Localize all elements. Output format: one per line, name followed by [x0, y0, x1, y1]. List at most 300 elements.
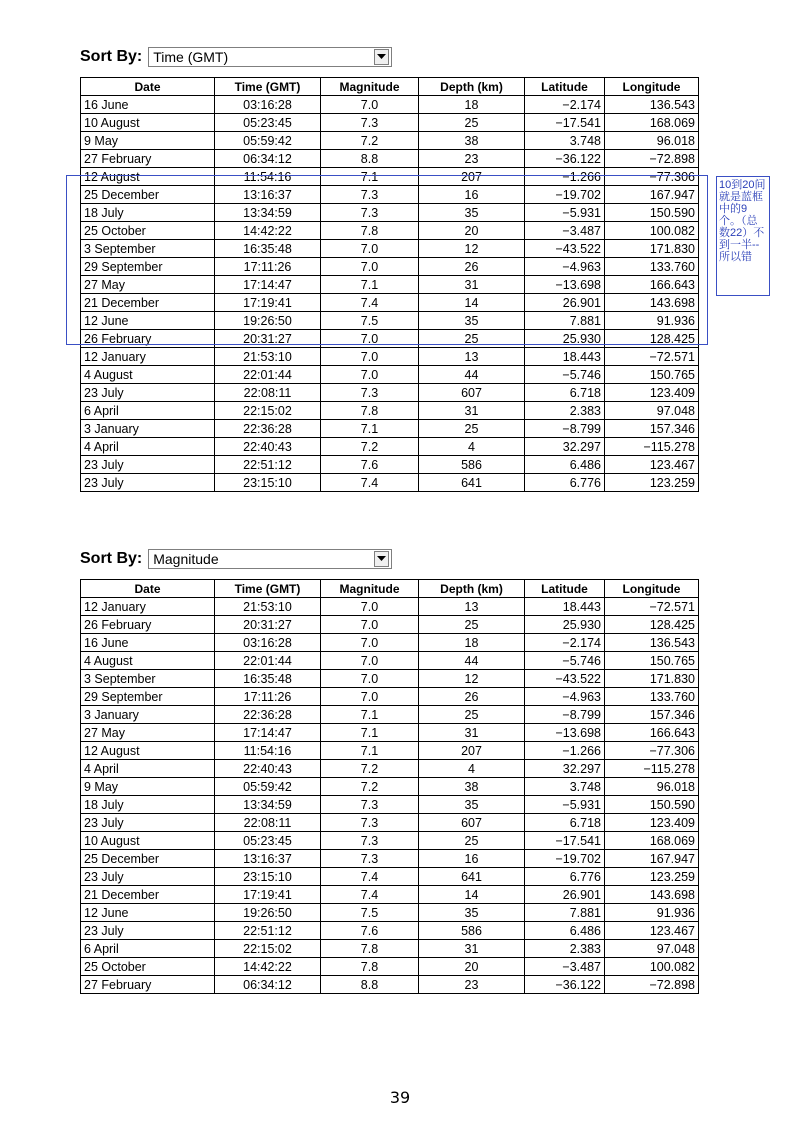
cell-time: 17:19:41	[215, 886, 321, 904]
cell-magnitude: 8.8	[321, 150, 419, 168]
table-row	[81, 940, 699, 958]
cell-date: 16 June	[81, 634, 215, 652]
cell-magnitude: 7.2	[321, 438, 419, 456]
sort-select-time[interactable]	[148, 47, 392, 67]
cell-date: 18 July	[81, 796, 215, 814]
cell-date: 27 May	[81, 724, 215, 742]
highlight-box	[66, 175, 708, 345]
cell-depth: 26	[419, 258, 525, 276]
cell-magnitude: 7.8	[321, 402, 419, 420]
cell-time: 22:01:44	[215, 366, 321, 384]
table-row	[81, 652, 699, 670]
cell-time: 14:42:22	[215, 222, 321, 240]
cell-latitude: −5.931	[525, 796, 605, 814]
cell-magnitude: 7.5	[321, 312, 419, 330]
cell-depth: 44	[419, 366, 525, 384]
cell-time: 22:36:28	[215, 420, 321, 438]
cell-date: 27 February	[81, 976, 215, 994]
cell-magnitude: 7.4	[321, 294, 419, 312]
cell-longitude: −115.278	[605, 760, 699, 778]
cell-date: 23 July	[81, 456, 215, 474]
table-row	[81, 886, 699, 904]
cell-date: 6 April	[81, 402, 215, 420]
cell-depth: 20	[419, 222, 525, 240]
table-row	[81, 616, 699, 634]
cell-depth: 35	[419, 796, 525, 814]
cell-latitude: 2.383	[525, 402, 605, 420]
cell-time: 17:14:47	[215, 276, 321, 294]
table-row	[81, 958, 699, 976]
cell-latitude: −13.698	[525, 724, 605, 742]
cell-latitude: −4.963	[525, 258, 605, 276]
cell-latitude: −5.931	[525, 204, 605, 222]
cell-latitude: 18.443	[525, 598, 605, 616]
cell-latitude: −4.963	[525, 688, 605, 706]
cell-time: 20:31:27	[215, 330, 321, 348]
table-row	[81, 474, 699, 492]
cell-longitude: 123.259	[605, 474, 699, 492]
cell-time: 19:26:50	[215, 904, 321, 922]
cell-date: 9 May	[81, 132, 215, 150]
cell-longitude: 166.643	[605, 276, 699, 294]
header-latitude: Latitude	[525, 78, 605, 96]
cell-longitude: 123.259	[605, 868, 699, 886]
table-row	[81, 706, 699, 724]
cell-latitude: −3.487	[525, 222, 605, 240]
cell-longitude: 157.346	[605, 706, 699, 724]
cell-longitude: 150.590	[605, 204, 699, 222]
cell-longitude: 150.590	[605, 796, 699, 814]
table-row	[81, 760, 699, 778]
dropdown-arrow-icon[interactable]	[374, 551, 389, 567]
table-row	[81, 150, 699, 168]
cell-longitude: −72.571	[605, 348, 699, 366]
cell-depth: 4	[419, 760, 525, 778]
cell-date: 25 October	[81, 222, 215, 240]
sort-select-value: Magnitude	[153, 551, 219, 567]
cell-latitude: 3.748	[525, 132, 605, 150]
cell-magnitude: 7.6	[321, 456, 419, 474]
cell-depth: 25	[419, 832, 525, 850]
cell-time: 13:34:59	[215, 204, 321, 222]
cell-magnitude: 7.2	[321, 132, 419, 150]
cell-latitude: −8.799	[525, 706, 605, 724]
cell-latitude: −5.746	[525, 652, 605, 670]
cell-magnitude: 7.2	[321, 778, 419, 796]
cell-latitude: −17.541	[525, 832, 605, 850]
cell-depth: 25	[419, 616, 525, 634]
cell-depth: 607	[419, 814, 525, 832]
cell-magnitude: 7.0	[321, 670, 419, 688]
cell-magnitude: 7.5	[321, 904, 419, 922]
table-row	[81, 688, 699, 706]
cell-date: 23 July	[81, 474, 215, 492]
cell-time: 22:51:12	[215, 922, 321, 940]
cell-longitude: 123.467	[605, 922, 699, 940]
table-row	[81, 868, 699, 886]
cell-magnitude: 7.3	[321, 832, 419, 850]
cell-time: 13:34:59	[215, 796, 321, 814]
cell-longitude: −72.571	[605, 598, 699, 616]
cell-longitude: 171.830	[605, 240, 699, 258]
cell-magnitude: 7.1	[321, 276, 419, 294]
cell-latitude: 32.297	[525, 438, 605, 456]
cell-magnitude: 7.4	[321, 474, 419, 492]
cell-magnitude: 7.8	[321, 958, 419, 976]
cell-time: 22:15:02	[215, 940, 321, 958]
sort-label: Sort By:	[80, 550, 143, 567]
cell-longitude: 128.425	[605, 616, 699, 634]
cell-latitude: 3.748	[525, 778, 605, 796]
cell-magnitude: 7.3	[321, 850, 419, 868]
cell-time: 19:26:50	[215, 312, 321, 330]
cell-date: 18 July	[81, 204, 215, 222]
cell-longitude: 150.765	[605, 652, 699, 670]
cell-magnitude: 7.1	[321, 724, 419, 742]
table-row	[81, 814, 699, 832]
table-row	[81, 348, 699, 366]
cell-depth: 586	[419, 456, 525, 474]
sort-select-value: Time (GMT)	[153, 49, 229, 65]
cell-latitude: −13.698	[525, 276, 605, 294]
header-longitude: Longitude	[605, 78, 699, 96]
cell-time: 22:40:43	[215, 438, 321, 456]
cell-longitude: 157.346	[605, 420, 699, 438]
cell-depth: 18	[419, 96, 525, 114]
cell-depth: 31	[419, 402, 525, 420]
cell-longitude: 123.467	[605, 456, 699, 474]
cell-longitude: −77.306	[605, 168, 699, 186]
sort-bar-magnitude	[80, 549, 392, 569]
cell-latitude: −36.122	[525, 976, 605, 994]
cell-date: 23 July	[81, 384, 215, 402]
cell-longitude: 167.947	[605, 186, 699, 204]
cell-depth: 23	[419, 976, 525, 994]
table-row	[81, 850, 699, 868]
cell-date: 3 January	[81, 706, 215, 724]
table-row	[81, 384, 699, 402]
table-row	[81, 132, 699, 150]
cell-latitude: 25.930	[525, 330, 605, 348]
cell-latitude: 26.901	[525, 886, 605, 904]
cell-latitude: 6.486	[525, 456, 605, 474]
cell-date: 26 February	[81, 330, 215, 348]
cell-time: 05:23:45	[215, 114, 321, 132]
table-header-row	[81, 78, 699, 96]
cell-latitude: −17.541	[525, 114, 605, 132]
cell-magnitude: 7.0	[321, 258, 419, 276]
table-row	[81, 438, 699, 456]
cell-magnitude: 7.1	[321, 742, 419, 760]
header-time: Time (GMT)	[215, 78, 321, 96]
cell-time: 21:53:10	[215, 598, 321, 616]
table-row	[81, 634, 699, 652]
cell-date: 25 October	[81, 958, 215, 976]
cell-latitude: 7.881	[525, 312, 605, 330]
cell-magnitude: 7.0	[321, 366, 419, 384]
cell-time: 14:42:22	[215, 958, 321, 976]
cell-date: 25 December	[81, 850, 215, 868]
cell-magnitude: 7.0	[321, 240, 419, 258]
cell-depth: 25	[419, 420, 525, 438]
cell-time: 23:15:10	[215, 868, 321, 886]
cell-depth: 25	[419, 114, 525, 132]
cell-latitude: −5.746	[525, 366, 605, 384]
cell-longitude: 97.048	[605, 402, 699, 420]
cell-time: 03:16:28	[215, 634, 321, 652]
cell-longitude: 136.543	[605, 634, 699, 652]
cell-date: 10 August	[81, 832, 215, 850]
table-row	[81, 420, 699, 438]
cell-depth: 44	[419, 652, 525, 670]
cell-depth: 641	[419, 474, 525, 492]
cell-magnitude: 7.4	[321, 886, 419, 904]
header-date: Date	[81, 580, 215, 598]
cell-depth: 18	[419, 634, 525, 652]
cell-time: 13:16:37	[215, 186, 321, 204]
cell-latitude: −36.122	[525, 150, 605, 168]
cell-longitude: 133.760	[605, 688, 699, 706]
cell-time: 05:23:45	[215, 832, 321, 850]
cell-longitude: 91.936	[605, 904, 699, 922]
cell-longitude: 171.830	[605, 670, 699, 688]
cell-time: 23:15:10	[215, 474, 321, 492]
cell-latitude: 32.297	[525, 760, 605, 778]
cell-date: 3 January	[81, 420, 215, 438]
table-row	[81, 670, 699, 688]
cell-time: 06:34:12	[215, 150, 321, 168]
cell-time: 21:53:10	[215, 348, 321, 366]
cell-depth: 35	[419, 904, 525, 922]
cell-date: 9 May	[81, 778, 215, 796]
page-number: 39	[389, 1088, 411, 1107]
cell-magnitude: 7.3	[321, 796, 419, 814]
cell-time: 17:11:26	[215, 688, 321, 706]
cell-magnitude: 8.8	[321, 976, 419, 994]
cell-longitude: 167.947	[605, 850, 699, 868]
cell-depth: 13	[419, 348, 525, 366]
cell-depth: 607	[419, 384, 525, 402]
cell-longitude: 100.082	[605, 222, 699, 240]
cell-longitude: −77.306	[605, 742, 699, 760]
cell-depth: 26	[419, 688, 525, 706]
cell-date: 4 August	[81, 366, 215, 384]
cell-time: 22:01:44	[215, 652, 321, 670]
cell-magnitude: 7.0	[321, 688, 419, 706]
cell-depth: 641	[419, 868, 525, 886]
cell-longitude: 143.698	[605, 886, 699, 904]
cell-depth: 12	[419, 240, 525, 258]
cell-latitude: −19.702	[525, 186, 605, 204]
cell-depth: 23	[419, 150, 525, 168]
cell-latitude: 2.383	[525, 940, 605, 958]
cell-time: 11:54:16	[215, 168, 321, 186]
cell-longitude: −115.278	[605, 438, 699, 456]
cell-time: 13:16:37	[215, 850, 321, 868]
cell-date: 23 July	[81, 814, 215, 832]
cell-date: 16 June	[81, 96, 215, 114]
cell-depth: 207	[419, 742, 525, 760]
table-row	[81, 976, 699, 994]
cell-latitude: 18.443	[525, 348, 605, 366]
cell-magnitude: 7.0	[321, 634, 419, 652]
header-latitude: Latitude	[525, 580, 605, 598]
sort-select-magnitude[interactable]	[148, 549, 392, 569]
cell-time: 22:36:28	[215, 706, 321, 724]
cell-time: 22:08:11	[215, 384, 321, 402]
cell-time: 05:59:42	[215, 132, 321, 150]
cell-magnitude: 7.0	[321, 96, 419, 114]
cell-date: 29 September	[81, 258, 215, 276]
cell-longitude: 96.018	[605, 778, 699, 796]
table-row	[81, 904, 699, 922]
cell-time: 16:35:48	[215, 670, 321, 688]
cell-time: 17:11:26	[215, 258, 321, 276]
cell-latitude: −43.522	[525, 670, 605, 688]
cell-longitude: 100.082	[605, 958, 699, 976]
cell-date: 3 September	[81, 240, 215, 258]
cell-depth: 31	[419, 940, 525, 958]
cell-magnitude: 7.3	[321, 384, 419, 402]
cell-longitude: 133.760	[605, 258, 699, 276]
cell-time: 20:31:27	[215, 616, 321, 634]
sort-bar-time	[80, 47, 392, 67]
cell-longitude: 166.643	[605, 724, 699, 742]
header-date: Date	[81, 78, 215, 96]
cell-latitude: 25.930	[525, 616, 605, 634]
cell-latitude: −8.799	[525, 420, 605, 438]
table-header-row	[81, 580, 699, 598]
cell-longitude: 143.698	[605, 294, 699, 312]
cell-date: 25 December	[81, 186, 215, 204]
cell-date: 21 December	[81, 294, 215, 312]
cell-longitude: 136.543	[605, 96, 699, 114]
cell-magnitude: 7.8	[321, 222, 419, 240]
table-row	[81, 922, 699, 940]
table-row	[81, 456, 699, 474]
cell-date: 4 April	[81, 760, 215, 778]
cell-magnitude: 7.1	[321, 706, 419, 724]
cell-depth: 12	[419, 670, 525, 688]
cell-magnitude: 7.0	[321, 330, 419, 348]
cell-latitude: −2.174	[525, 96, 605, 114]
cell-latitude: −19.702	[525, 850, 605, 868]
cell-longitude: 123.409	[605, 814, 699, 832]
cell-magnitude: 7.3	[321, 204, 419, 222]
cell-magnitude: 7.0	[321, 652, 419, 670]
cell-magnitude: 7.4	[321, 868, 419, 886]
dropdown-arrow-icon[interactable]	[374, 49, 389, 65]
cell-longitude: 91.936	[605, 312, 699, 330]
table-row	[81, 366, 699, 384]
cell-time: 22:08:11	[215, 814, 321, 832]
cell-date: 12 June	[81, 904, 215, 922]
cell-time: 03:16:28	[215, 96, 321, 114]
cell-date: 10 August	[81, 114, 215, 132]
cell-date: 4 August	[81, 652, 215, 670]
cell-magnitude: 7.3	[321, 186, 419, 204]
cell-date: 23 July	[81, 922, 215, 940]
cell-date: 12 January	[81, 598, 215, 616]
table-row	[81, 598, 699, 616]
table-row	[81, 832, 699, 850]
cell-depth: 13	[419, 598, 525, 616]
cell-latitude: 26.901	[525, 294, 605, 312]
cell-date: 12 August	[81, 168, 215, 186]
cell-magnitude: 7.8	[321, 940, 419, 958]
header-magnitude: Magnitude	[321, 580, 419, 598]
cell-depth: 586	[419, 922, 525, 940]
header-depth: Depth (km)	[419, 78, 525, 96]
cell-depth: 35	[419, 204, 525, 222]
cell-magnitude: 7.6	[321, 922, 419, 940]
cell-latitude: −2.174	[525, 634, 605, 652]
cell-depth: 16	[419, 186, 525, 204]
cell-depth: 14	[419, 886, 525, 904]
cell-latitude: 6.486	[525, 922, 605, 940]
cell-latitude: −43.522	[525, 240, 605, 258]
cell-longitude: 168.069	[605, 114, 699, 132]
cell-magnitude: 7.0	[321, 616, 419, 634]
annotation-note: 10到20间就是蓝框中的9个。（总数22）不到一半--所以错	[716, 176, 770, 296]
cell-date: 29 September	[81, 688, 215, 706]
cell-date: 4 April	[81, 438, 215, 456]
cell-magnitude: 7.0	[321, 348, 419, 366]
cell-longitude: 168.069	[605, 832, 699, 850]
cell-time: 17:19:41	[215, 294, 321, 312]
cell-depth: 35	[419, 312, 525, 330]
cell-magnitude: 7.3	[321, 814, 419, 832]
cell-longitude: 128.425	[605, 330, 699, 348]
cell-time: 22:15:02	[215, 402, 321, 420]
sort-label: Sort By:	[80, 48, 143, 65]
cell-depth: 31	[419, 276, 525, 294]
cell-longitude: −72.898	[605, 150, 699, 168]
cell-date: 12 June	[81, 312, 215, 330]
cell-latitude: 6.776	[525, 474, 605, 492]
header-time: Time (GMT)	[215, 580, 321, 598]
cell-longitude: 150.765	[605, 366, 699, 384]
cell-depth: 14	[419, 294, 525, 312]
cell-depth: 207	[419, 168, 525, 186]
cell-time: 22:51:12	[215, 456, 321, 474]
cell-magnitude: 7.3	[321, 114, 419, 132]
cell-depth: 25	[419, 330, 525, 348]
cell-date: 12 August	[81, 742, 215, 760]
table-row	[81, 778, 699, 796]
cell-time: 16:35:48	[215, 240, 321, 258]
cell-longitude: 96.018	[605, 132, 699, 150]
cell-magnitude: 7.2	[321, 760, 419, 778]
cell-time: 17:14:47	[215, 724, 321, 742]
header-depth: Depth (km)	[419, 580, 525, 598]
cell-date: 21 December	[81, 886, 215, 904]
header-longitude: Longitude	[605, 580, 699, 598]
table-row	[81, 402, 699, 420]
cell-date: 27 May	[81, 276, 215, 294]
table-row	[81, 796, 699, 814]
cell-latitude: 7.881	[525, 904, 605, 922]
cell-depth: 38	[419, 132, 525, 150]
table-row	[81, 724, 699, 742]
cell-latitude: 6.718	[525, 384, 605, 402]
cell-date: 27 February	[81, 150, 215, 168]
cell-latitude: −1.266	[525, 742, 605, 760]
cell-time: 11:54:16	[215, 742, 321, 760]
cell-latitude: 6.718	[525, 814, 605, 832]
cell-latitude: 6.776	[525, 868, 605, 886]
cell-time: 22:40:43	[215, 760, 321, 778]
